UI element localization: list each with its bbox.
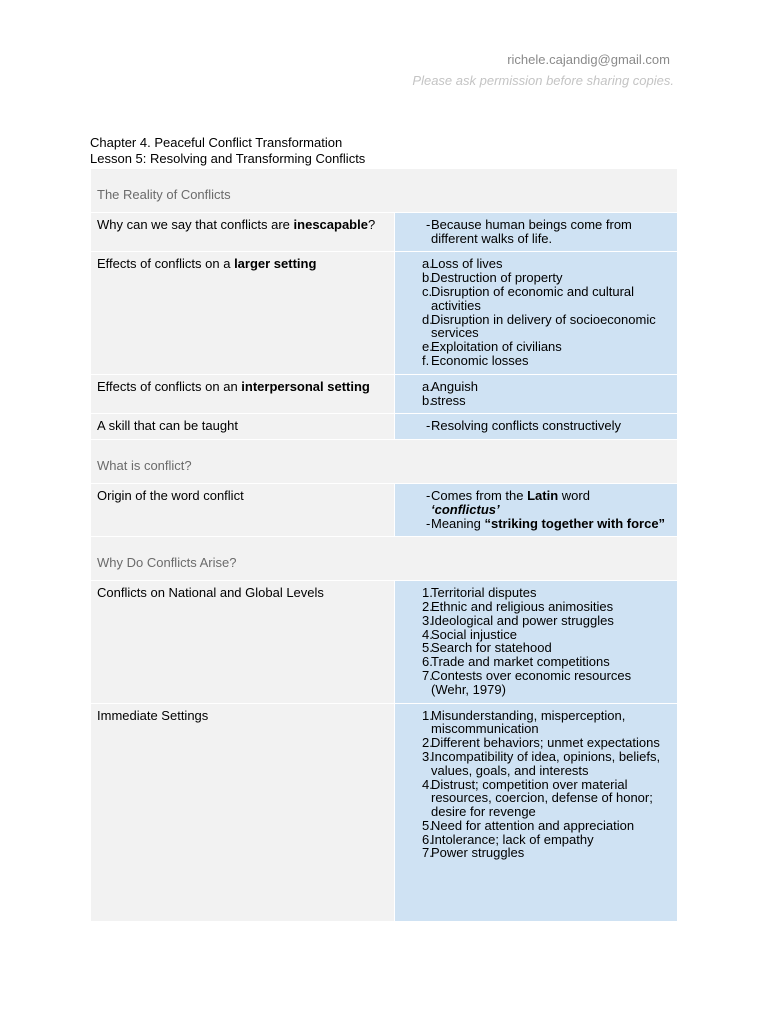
list-item: 5. Search for statehood (422, 640, 552, 656)
row-question: A skill that can be taught (91, 414, 395, 440)
list-item: 3. Incompatibility of idea, opinions, beliefs, values, goals, and interests (422, 748, 661, 778)
list-item: - Resolving conflicts constructively (426, 418, 622, 434)
table-row (91, 483, 678, 536)
list-item: 7. Power struggles (422, 845, 525, 861)
section-title: The Reality of Conflicts (91, 169, 678, 213)
row-question: Effects of conflicts on a larger setting (91, 252, 395, 374)
row-question: Conflicts on National and Global Levels (91, 581, 395, 703)
document-titles (90, 135, 365, 167)
table-row (91, 374, 678, 414)
section-header-row (91, 440, 678, 484)
list-item: 6. Trade and market competitions (422, 654, 610, 670)
list-item: c. Disruption of economic and cultural activities (422, 283, 635, 313)
section-header-row (91, 169, 678, 213)
list-item: - Meaning “striking together with force” (426, 515, 666, 531)
section-title: What is conflict? (91, 440, 678, 484)
row-answer (395, 252, 678, 374)
list-item: b. stress (422, 392, 466, 408)
list-item: 2. Ethnic and religious animosities (422, 598, 614, 614)
list-item: 2. Different behaviors; unmet expectations (422, 735, 660, 751)
row-answer (395, 483, 678, 536)
list-item: 1. Misunderstanding, misperception, miscommunication (422, 707, 626, 737)
list-item: 1. Territorial disputes (422, 585, 537, 601)
list-item: - Because human beings come from different walks of life. (426, 216, 632, 246)
table-row (91, 252, 678, 374)
header-note: Please ask permission before sharing copies. (412, 73, 674, 88)
list-item: d. Disruption in delivery of socioeconomic services (422, 311, 656, 341)
list-item: b. Destruction of property (422, 270, 563, 286)
list-item: 3. Ideological and power struggles (422, 612, 614, 628)
list-item: 6. Intolerance; lack of empathy (422, 831, 594, 847)
list-item: e. Exploitation of civilians (422, 339, 562, 355)
list-item: 4. Social injustice (422, 626, 517, 642)
row-answer (395, 212, 678, 252)
list-item: f. Economic losses (422, 352, 529, 368)
lesson-table (90, 168, 678, 922)
list-item: 4. Distrust; competition over material resources, coercion, defense of honor; desire for revenge (422, 776, 653, 820)
table-row (91, 212, 678, 252)
lesson-title: Lesson 5: Resolving and Transforming Conflicts (90, 151, 366, 166)
list-item: a. Loss of lives (422, 256, 503, 272)
row-question: Effects of conflicts on an interpersonal setting (91, 374, 395, 414)
header-email: richele.cajandig@gmail.com (507, 52, 670, 67)
row-answer (395, 374, 678, 414)
row-answer (395, 581, 678, 703)
chapter-title: Chapter 4. Peaceful Conflict Transformation (90, 135, 343, 150)
row-question: Immediate Settings (91, 703, 395, 921)
list-item: 5. Need for attention and appreciation (422, 817, 635, 833)
table-row (91, 581, 678, 703)
section-title: Why Do Conflicts Arise? (91, 537, 678, 581)
table-row (91, 414, 678, 440)
row-question: Origin of the word conflict (91, 483, 395, 536)
table-row (91, 703, 678, 921)
list-item: - Comes from the Latin word ‘conflictus’ (426, 487, 590, 517)
row-question: Why can we say that conflicts are inescapable? (91, 212, 395, 252)
section-header-row (91, 537, 678, 581)
list-item: a. Anguish (422, 378, 478, 394)
list-item: 7. Contests over economic resources (Wehr, 1979) (422, 667, 632, 697)
row-answer (395, 703, 678, 921)
row-answer (395, 414, 678, 440)
